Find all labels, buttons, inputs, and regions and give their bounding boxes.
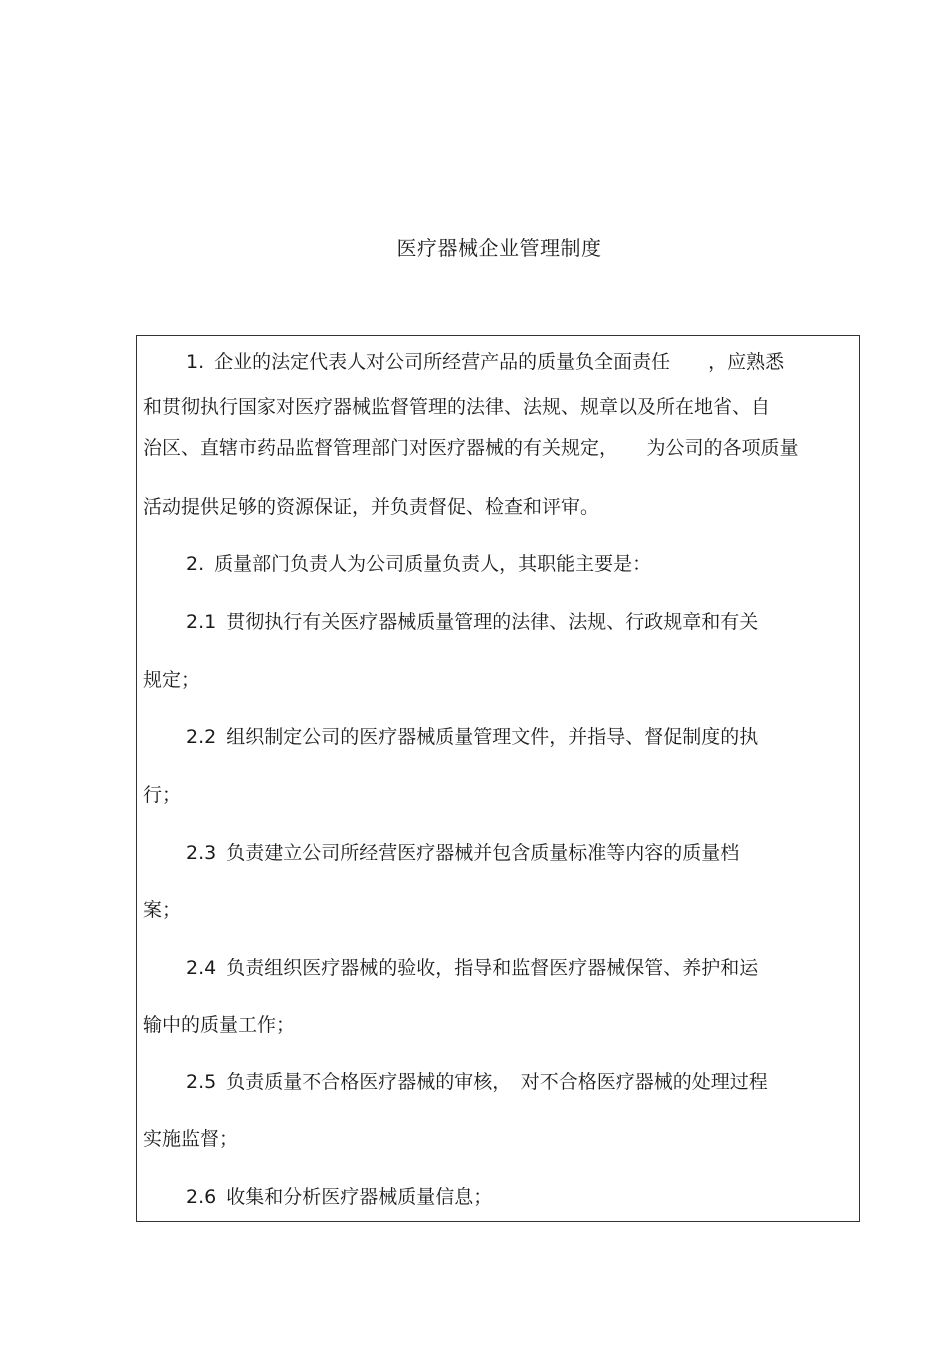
item-2-1-line-2: 规定； (143, 669, 201, 691)
item-number: 2.2 (186, 726, 217, 748)
paragraph-1-line-2: 和贯彻执行国家对医疗器械监督管理的法律、法规、规章以及所在地省、自 (143, 396, 771, 418)
line-text: 负责组织医疗器械的验收，指导和监督医疗器械保管、养护和运 (226, 957, 759, 979)
item-2-5-line-2: 实施监督； (143, 1128, 239, 1150)
line-text: 负责建立公司所经营医疗器械并包含质量标准等内容的质量档 (226, 842, 740, 864)
item-number: 2.6 (186, 1186, 217, 1208)
item-2-2-line-2: 行； (143, 784, 182, 806)
item-number: 2.3 (186, 842, 217, 864)
item-2-3-line-1 (186, 841, 739, 865)
line-text: 负责质量不合格医疗器械的审核， 对不合格医疗器械的处理过程 (226, 1071, 768, 1093)
line-text: 企业的法定代表人对公司所经营产品的质量负全面责任 ，应熟悉 (214, 351, 785, 373)
item-2-2-line-1 (186, 725, 758, 749)
item-2-3-line-2: 案； (143, 899, 182, 921)
item-2-4-line-2: 输中的质量工作； (143, 1014, 296, 1036)
paragraph-1-line-4: 活动提供足够的资源保证，并负责督促、检查和评审。 (143, 496, 600, 518)
line-text: 贯彻执行有关医疗器械质量管理的法律、法规、行政规章和有关 (226, 611, 759, 633)
item-number: 2.5 (186, 1071, 217, 1093)
paragraph-1-line-1 (186, 350, 784, 374)
item-number: 2. (186, 553, 205, 575)
item-2-6-line-1 (186, 1185, 492, 1209)
line-text: 收集和分析医疗器械质量信息； (226, 1186, 493, 1208)
item-2-1-line-1 (186, 610, 758, 634)
item-number: 2.4 (186, 957, 217, 979)
paragraph-2-line-1 (186, 552, 651, 576)
item-number: 1. (186, 351, 205, 373)
item-number: 2.1 (186, 611, 217, 633)
item-2-5-line-1 (186, 1070, 768, 1094)
item-2-4-line-1 (186, 956, 758, 980)
document-title: 医疗器械企业管理制度 (396, 236, 602, 260)
line-text: 组织制定公司的医疗器械质量管理文件，并指导、督促制度的执 (226, 726, 759, 748)
paragraph-1-line-3: 治区、直辖市药品监督管理部门对医疗器械的有关规定， 为公司的各项质量 (143, 437, 799, 459)
line-text: 质量部门负责人为公司质量负责人，其职能主要是： (214, 553, 652, 575)
